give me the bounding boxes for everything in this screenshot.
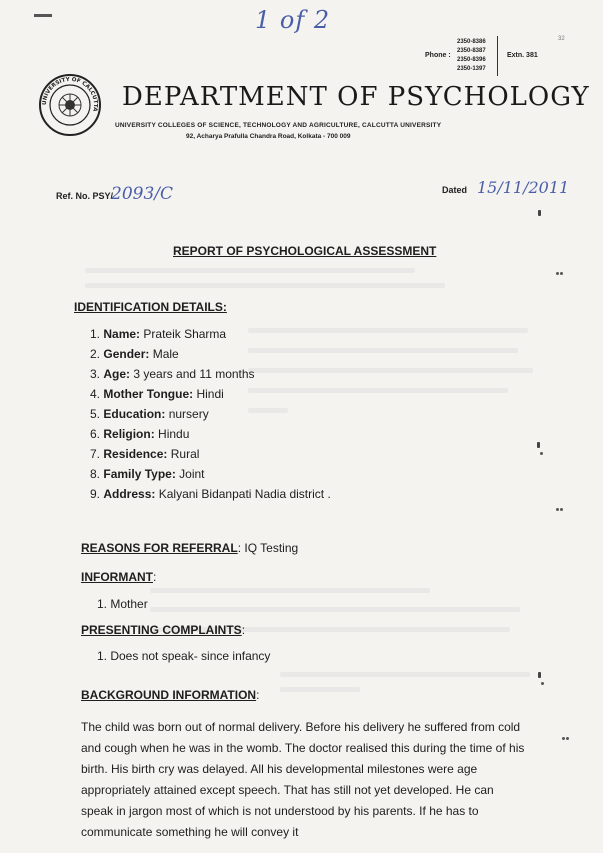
identification-item: 1. Name: Prateik Sharma: [90, 327, 227, 341]
university-line: UNIVERSITY COLLEGES OF SCIENCE, TECHNOLOGY AND AGRICULTURE, CALCUTTA UNIVERSITY: [115, 122, 442, 129]
identification-item: 8. Family Type: Joint: [90, 467, 205, 481]
identification-item: 3. Age: 3 years and 11 months: [90, 367, 255, 381]
margin-speck: [560, 272, 563, 275]
university-seal-icon: [38, 73, 102, 137]
background-line: BACKGROUND INFORMATION:: [81, 688, 260, 702]
identification-item: 6. Religion: Hindu: [90, 427, 190, 441]
date-handwritten: 15/11/2011: [477, 178, 570, 197]
bleed-through: [85, 268, 415, 273]
referral-heading: REASONS FOR REFERRAL: [81, 541, 238, 555]
background-paragraph: The child was born out of normal delivery. Before his delivery he suffered from cold and cough when he was in the womb. The doctor realised this during the time of his birth. His birth cry was delayed. All his developmental milestones were age appropriately attained except speech. That has still not yet developed. He can speak in jargon most of which is not understood by his parents. If he has to communicate something he will convey it: [81, 720, 525, 839]
phone-label: Phone :: [425, 52, 451, 59]
identification-item: 2. Gender: Male: [90, 347, 179, 361]
bleed-through: [248, 408, 288, 413]
phone-brace: [497, 36, 504, 76]
ref-label: Ref. No. PSY/: [56, 191, 114, 201]
department-address: 92, Acharya Prafulla Chandra Road, Kolkata - 700 009: [186, 133, 351, 140]
bleed-through: [150, 588, 430, 593]
margin-speck: [560, 508, 563, 511]
department-title: DEPARTMENT OF PSYCHOLOGY: [122, 82, 590, 112]
bleed-through: [85, 283, 445, 288]
margin-speck: [537, 442, 540, 448]
margin-speck: [540, 452, 543, 455]
background-heading: BACKGROUND INFORMATION: [81, 688, 257, 702]
margin-mark: [34, 14, 52, 17]
dated-label: Dated: [442, 185, 468, 195]
identification-item: 4. Mother Tongue: Hindi: [90, 387, 224, 401]
report-title: REPORT OF PSYCHOLOGICAL ASSESSMENT: [173, 244, 437, 258]
referral-value: : IQ Testing: [237, 541, 299, 555]
phone-number: 2350-8387: [457, 48, 486, 54]
informant-line: INFORMANT:: [81, 570, 157, 584]
complaints-heading: PRESENTING COMPLAINTS: [81, 623, 242, 637]
identification-heading: IDENTIFICATION DETAILS:: [74, 300, 227, 314]
identification-item: 9. Address: Kalyani Bidanpati Nadia district .: [90, 487, 331, 501]
bleed-through: [248, 388, 508, 393]
ref-number-handwritten: 2093/C: [111, 184, 173, 204]
page-count-handwritten: 1 of 2: [255, 6, 331, 34]
margin-speck: [556, 508, 559, 511]
bleed-through: [248, 348, 518, 353]
margin-speck: [556, 272, 559, 275]
informant-item: 1. Mother: [97, 597, 148, 611]
complaints-line: PRESENTING COMPLAINTS:: [81, 623, 246, 637]
bleed-through: [280, 687, 360, 692]
margin-speck: [566, 737, 569, 740]
seal-text: UNIVERSITY OF CALCUTTA: [41, 76, 99, 112]
margin-speck: [541, 682, 544, 685]
bleed-through: [150, 607, 520, 612]
bleed-through: [248, 328, 528, 333]
identification-item: 5. Education: nursery: [90, 407, 209, 421]
bleed-through: [248, 368, 533, 373]
identification-item: 7. Residence: Rural: [90, 447, 200, 461]
corner-number: 32: [558, 36, 565, 42]
phone-number: 2350-8386: [457, 39, 486, 45]
extension-label: Extn. 381: [507, 52, 538, 59]
margin-speck: [538, 210, 541, 216]
referral-line: [81, 541, 298, 555]
complaints-item: 1. Does not speak- since infancy: [97, 649, 271, 663]
phone-number: 2350-8396: [457, 57, 486, 63]
informant-heading: INFORMANT: [81, 570, 153, 584]
phone-list: [457, 38, 486, 74]
margin-speck: [562, 737, 565, 740]
bleed-through: [280, 672, 530, 677]
phone-number: 2350-1397: [457, 66, 486, 72]
margin-speck: [538, 672, 541, 678]
